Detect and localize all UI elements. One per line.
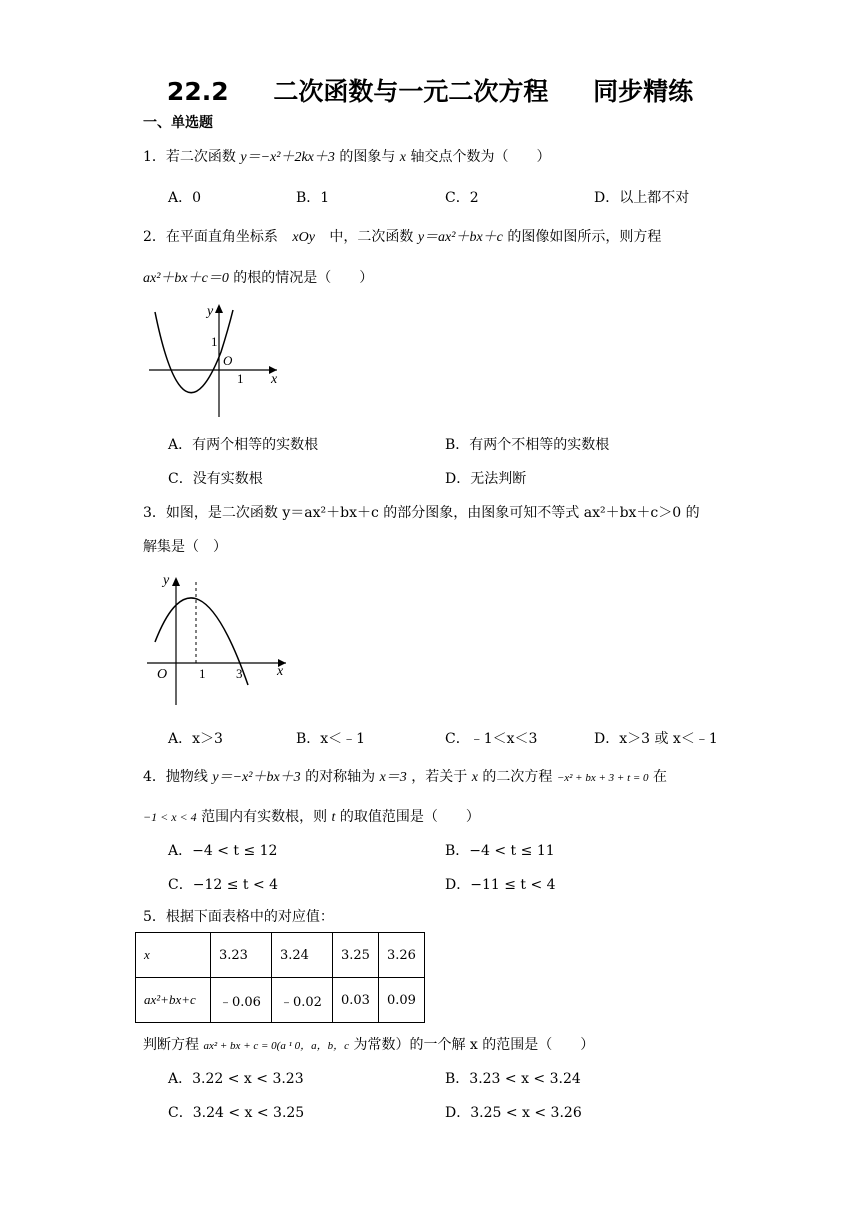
q4-var-t: t [331, 810, 336, 825]
table-cell: 0.03 [333, 978, 379, 1023]
q5-value-table [135, 932, 425, 1023]
page-title [0, 72, 860, 108]
q2-y-tick-1: 1 [211, 334, 218, 349]
q1-option-d[interactable]: D．以上都不对 [594, 190, 690, 206]
q5-text-b: 为常数）的一个解 x 的范围是（ ） [353, 1037, 595, 1053]
q2-text-a: 2．在平面直角坐标系 [143, 229, 278, 245]
q4-text-e: 在 [653, 769, 668, 785]
table-cell: 3.25 [333, 933, 379, 978]
q3-stem-line2: 解集是（ ） [143, 539, 227, 555]
table-cell: 0.09 [378, 978, 424, 1023]
q2-x-tick-1: 1 [237, 371, 244, 386]
q4-formula: y＝−x²＋bx＋3 [212, 770, 301, 785]
q4-option-a[interactable]: A．−4 < t ≤ 12 [168, 843, 278, 859]
q4-range: −1 < x < 4 [143, 810, 197, 824]
table-row [136, 978, 425, 1023]
q2-equation: ax²＋bx＋c＝0 [143, 271, 229, 286]
section-heading: 一、单选题 [143, 115, 213, 131]
q2-option-b[interactable]: B．有两个不相等的实数根 [445, 437, 610, 453]
q1-stem [143, 146, 550, 166]
q3-option-d[interactable]: D．x＞3 或 x＜﹣1 [594, 731, 718, 747]
title-number: 22.2 [166, 77, 229, 106]
q4-text-a: 4．抛物线 [143, 769, 208, 785]
q4-stem-line1 [143, 766, 667, 786]
q2-var: xOy [292, 230, 315, 245]
table-row [136, 933, 425, 978]
table-header-expr: ax²+bx+c [144, 992, 196, 1007]
table-cell [136, 978, 211, 1023]
q3-origin: O [157, 667, 168, 682]
q4-option-d[interactable]: D．−11 ≤ t < 4 [445, 877, 556, 893]
q2-parabola [155, 310, 233, 393]
q4-text-g: 的取值范围是（ ） [339, 809, 480, 825]
q2-y-label: y [207, 304, 214, 319]
q4-option-c[interactable]: C．−12 ≤ t < 4 [168, 877, 279, 893]
q4-text-d: 的二次方程 [482, 769, 553, 785]
q2-graph [145, 300, 285, 420]
table-cell: 3.24 [272, 933, 333, 978]
q4-axis: x＝3 [379, 770, 407, 785]
q3-graph [143, 570, 293, 710]
q2-text-b: 中，二次函数 [329, 229, 414, 245]
title-main: 二次函数与一元二次方程 [273, 77, 549, 106]
q3-option-b[interactable]: B．x＜﹣1 [296, 731, 366, 747]
q3-option-a[interactable]: A．x＞3 [168, 731, 223, 747]
q4-text-c: ，若关于 [411, 769, 468, 785]
q2-text-c: 的图像如图所示，则方程 [507, 229, 662, 245]
q2-option-d[interactable]: D．无法判断 [445, 471, 527, 487]
q1-option-c[interactable]: C．2 [445, 190, 479, 206]
q4-equation: −x² + bx + 3 + t = 0 [556, 772, 649, 784]
q2-origin: O [223, 353, 233, 368]
q5-text-a: 判断方程 [143, 1037, 199, 1053]
q3-y-arrow [172, 577, 180, 586]
q1-text-c: 轴交点个数为（ ） [410, 149, 551, 165]
q5-formula: ax² + bx + c = 0(a ¹ 0，a，b，c [203, 1040, 350, 1052]
q1-option-a[interactable]: A．0 [168, 190, 202, 206]
q1-formula: y＝−x²＋2kx＋3 [240, 150, 335, 165]
table-cell [136, 933, 211, 978]
q2-stem-line2 [143, 267, 373, 287]
q5-intro: 5．根据下面表格中的对应值： [143, 909, 334, 925]
q2-y-arrow [215, 304, 223, 313]
q2-text-d: 的根的情况是（ ） [233, 270, 374, 286]
title-sub: 同步精练 [593, 77, 694, 106]
q3-x-label: x [277, 664, 284, 679]
q1-text-a: 1．若二次函数 [143, 149, 236, 165]
q3-y-label: y [163, 573, 170, 588]
table-header-x: x [144, 947, 150, 962]
q2-option-c[interactable]: C．没有实数根 [168, 471, 263, 487]
q5-option-b[interactable]: B．3.23 < x < 3.24 [445, 1071, 581, 1087]
q5-option-c[interactable]: C．3.24 < x < 3.25 [168, 1105, 305, 1121]
table-cell: ﹣0.06 [211, 978, 272, 1023]
q2-formula: y＝ax²＋bx＋c [417, 230, 503, 245]
q5-option-d[interactable]: D．3.25 < x < 3.26 [445, 1105, 582, 1121]
q3-stem-line1: 3．如图，是二次函数 y＝ax²＋bx＋c 的部分图象，由图象可知不等式 ax²＋bx＋c＞0 的 [143, 505, 700, 521]
table-cell: 3.23 [211, 933, 272, 978]
q4-text-b: 的对称轴为 [305, 769, 376, 785]
q2-stem-line1 [143, 226, 661, 246]
q1-option-b[interactable]: B．1 [296, 190, 330, 206]
q4-var: x [471, 770, 478, 785]
table-cell: 3.26 [378, 933, 424, 978]
q2-option-a[interactable]: A．有两个相等的实数根 [168, 437, 319, 453]
q2-x-label: x [271, 372, 278, 387]
q5-judge [143, 1034, 594, 1054]
q4-option-b[interactable]: B．−4 < t ≤ 11 [445, 843, 555, 859]
q3-option-c[interactable]: C．﹣1＜x＜3 [445, 731, 538, 747]
q3-x-tick-1: 1 [199, 666, 206, 681]
q1-text-b: 的图象与 [339, 149, 396, 165]
q3-x-tick-3: 3 [236, 666, 243, 681]
table-cell: ﹣0.02 [272, 978, 333, 1023]
q5-option-a[interactable]: A．3.22 < x < 3.23 [168, 1071, 304, 1087]
q1-var: x [399, 150, 406, 165]
q4-stem-line2 [143, 806, 480, 826]
q4-text-f: 范围内有实数根，则 [201, 809, 328, 825]
